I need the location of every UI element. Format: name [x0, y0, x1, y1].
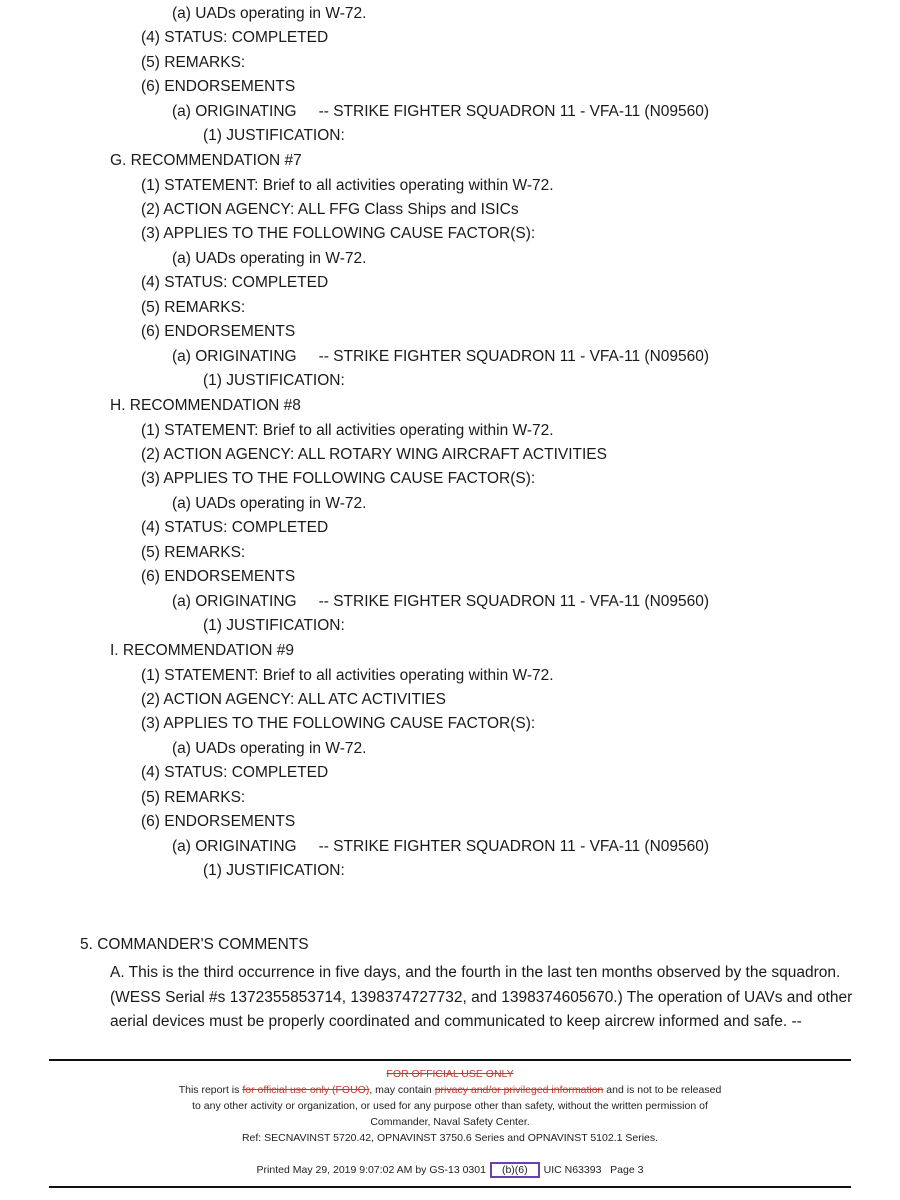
- justification-line: (1) JUSTIFICATION:: [203, 617, 345, 634]
- footer-strike-privacy: privacy and/or privileged information: [434, 1084, 604, 1096]
- justification-line: (1) JUSTIFICATION:: [203, 862, 345, 879]
- originating-label: (a) ORIGINATING: [172, 838, 297, 855]
- commanders-comments-heading: 5. COMMANDER'S COMMENTS: [80, 936, 309, 953]
- action-agency-line: (2) ACTION AGENCY: ALL ATC ACTIVITIES: [141, 691, 446, 708]
- remarks-line: (5) REMARKS:: [141, 54, 246, 71]
- originating-line: [172, 348, 709, 366]
- applies-to-line: (3) APPLIES TO THE FOLLOWING CAUSE FACTOR(S):: [141, 225, 536, 242]
- redaction-box: (b)(6): [490, 1162, 540, 1178]
- applies-to-line: (3) APPLIES TO THE FOLLOWING CAUSE FACTOR(S):: [141, 715, 536, 732]
- originating-value: -- STRIKE FIGHTER SQUADRON 11 - VFA-11 (N09560): [318, 593, 710, 610]
- status-line: (4) STATUS: COMPLETED: [141, 274, 329, 291]
- status-line: (4) STATUS: COMPLETED: [141, 29, 329, 46]
- statement-line: (1) STATEMENT: Brief to all activities operating within W-72.: [141, 177, 554, 194]
- justification-line: (1) JUSTIFICATION:: [203, 372, 345, 389]
- action-agency-line: (2) ACTION AGENCY: ALL ROTARY WING AIRCRAFT ACTIVITIES: [141, 446, 607, 463]
- cause-factor-item: (a) UADs operating in W-72.: [172, 5, 367, 22]
- status-line: (4) STATUS: COMPLETED: [141, 519, 329, 536]
- fouo-banner-text: FOR OFFICIAL USE ONLY: [386, 1068, 514, 1080]
- originating-label: (a) ORIGINATING: [172, 593, 297, 610]
- originating-value: -- STRIKE FIGHTER SQUADRON 11 - VFA-11 (N09560): [318, 838, 710, 855]
- footer-line-1: [49, 1082, 851, 1098]
- status-line: (4) STATUS: COMPLETED: [141, 764, 329, 781]
- footer-line-1-b: , may contain: [369, 1084, 432, 1096]
- cause-factor-item: (a) UADs operating in W-72.: [172, 250, 367, 267]
- printed-info: Printed May 29, 2019 9:07:02 AM by GS-13 0301: [256, 1164, 486, 1176]
- footer-line-4: Ref: SECNAVINST 5720.42, OPNAVINST 3750.6 Series and OPNAVINST 5102.1 Series.: [241, 1132, 659, 1144]
- footer-print-line: [49, 1162, 851, 1178]
- applies-to-line: (3) APPLIES TO THE FOLLOWING CAUSE FACTOR(S):: [141, 470, 536, 487]
- page-number: Page 3: [610, 1164, 644, 1176]
- footer-bottom-rule: [49, 1186, 851, 1188]
- originating-line: [172, 838, 709, 856]
- statement-line: (1) STATEMENT: Brief to all activities operating within W-72.: [141, 422, 554, 439]
- recommendation-heading: I. RECOMMENDATION #9: [110, 642, 295, 659]
- remarks-line: (5) REMARKS:: [141, 299, 246, 316]
- originating-line: [172, 593, 709, 611]
- footer-line-2: to any other activity or organization, or used for any purpose other than safety, without the written permission of: [192, 1100, 708, 1112]
- recommendation-heading: G. RECOMMENDATION #7: [110, 152, 302, 169]
- footer-block: [49, 1066, 851, 1146]
- recommendation-heading: H. RECOMMENDATION #8: [110, 397, 301, 414]
- endorsements-line: (6) ENDORSEMENTS: [141, 568, 296, 585]
- footer-line-1-a: This report is: [178, 1084, 240, 1096]
- footer-line-1-c: and is not to be released: [606, 1084, 722, 1096]
- endorsements-line: (6) ENDORSEMENTS: [141, 323, 296, 340]
- originating-value: -- STRIKE FIGHTER SQUADRON 11 - VFA-11 (N09560): [318, 103, 710, 120]
- uic-code: UIC N63393: [543, 1164, 602, 1176]
- originating-value: -- STRIKE FIGHTER SQUADRON 11 - VFA-11 (N09560): [318, 348, 710, 365]
- footer-top-rule: [49, 1059, 851, 1061]
- fouo-banner: [49, 1066, 851, 1082]
- originating-line: [172, 103, 709, 121]
- action-agency-line: (2) ACTION AGENCY: ALL FFG Class Ships and ISICs: [141, 201, 519, 218]
- statement-line: (1) STATEMENT: Brief to all activities operating within W-72.: [141, 667, 554, 684]
- footer-strike-fouo: for official use only (FOUO): [242, 1084, 370, 1096]
- remarks-line: (5) REMARKS:: [141, 544, 246, 561]
- cause-factor-item: (a) UADs operating in W-72.: [172, 740, 367, 757]
- originating-label: (a) ORIGINATING: [172, 348, 297, 365]
- endorsements-line: (6) ENDORSEMENTS: [141, 813, 296, 830]
- footer-line-3: Commander, Naval Safety Center.: [370, 1116, 530, 1128]
- originating-label: (a) ORIGINATING: [172, 103, 297, 120]
- remarks-line: (5) REMARKS:: [141, 789, 246, 806]
- justification-line: (1) JUSTIFICATION:: [203, 127, 345, 144]
- cause-factor-item: (a) UADs operating in W-72.: [172, 495, 367, 512]
- commanders-comments-paragraph: A. This is the third occurrence in five days, and the fourth in the last ten months observed by the squadron. (WESS Serial #s 1372355853714, 1398374727732, and 1398374605670.) The operation of UAVs and other aerial devices must be properly coordinated and communicated to keep aircrew informed and safe. --: [110, 964, 853, 1031]
- endorsements-line: (6) ENDORSEMENTS: [141, 78, 296, 95]
